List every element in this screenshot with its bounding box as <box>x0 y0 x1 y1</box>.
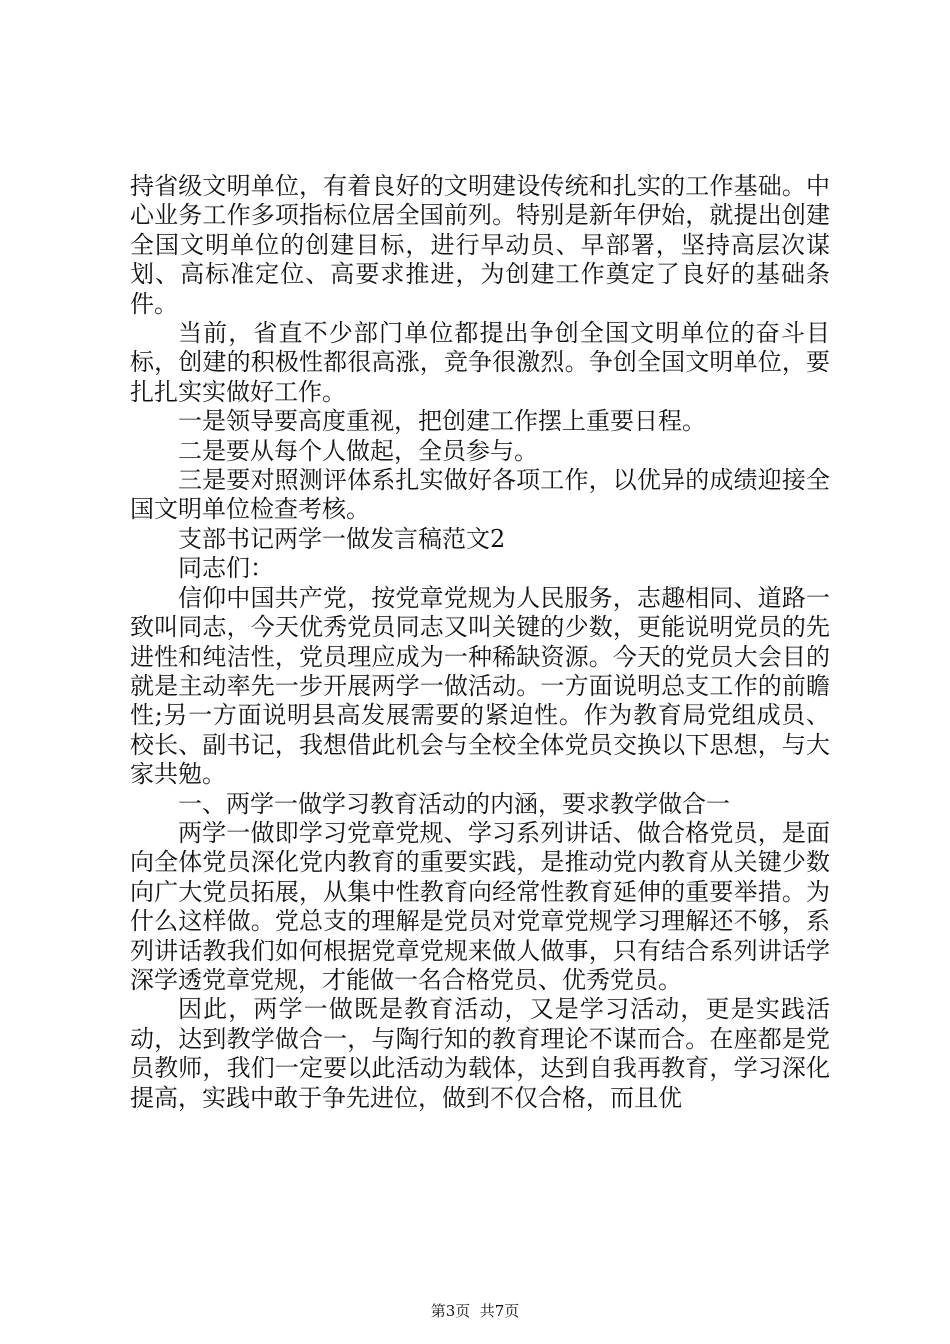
paragraph: 两学一做即学习党章党规、学习系列讲话、做合格党员，是面向全体党员深化党内教育的重要实践，是推动党内教育从关键少数向广大党员拓展，从集中性教育向经常性教育延伸的重要举措。为什么这样做。党总支的理解是党员对党章党规学习理解还不够，系列讲话教我们如何根据党章党规来做人做事，只有结合系列讲话学深学透党章党规，才能做一名合格党员、优秀党员。 <box>130 818 830 994</box>
section-heading: 一、两学一做学习教育活动的内涵，要求教学做合一 <box>178 789 730 818</box>
paragraph: 当前，省直不少部门单位都提出争创全国文明单位的奋斗目标，创建的积极性都很高涨，竞争很激烈。争创全国文明单位，要扎扎实实做好工作。 <box>130 319 830 406</box>
paragraph: 信仰中国共产党，按党章党规为人民服务，志趣相同、道路一致叫同志，今天优秀党员同志又叫关键的少数，更能说明党员的先进性和纯洁性，党员理应成为一种稀缺资源。今天的党员大会目的就是主动率先一步开展两学一做活动。一方面说明总支工作的前瞻性;另一方面说明县高发展需要的紧迫性。作为教育局党组成员、校长、副书记，我想借此机会与全校全体党员交换以下思想，与大家共勉。 <box>130 583 830 789</box>
paragraph: 一是领导要高度重视，把创建工作摆上重要日程。 <box>178 407 706 436</box>
page-footer <box>0 1300 950 1321</box>
section-title: 支部书记两学一做发言稿范文2 <box>178 524 506 553</box>
paragraph: 二是要从每个人做起，全员参与。 <box>178 436 538 465</box>
paragraph: 因此，两学一做既是教育活动，又是学习活动，更是实践活动，达到教学做合一，与陶行知的教育理论不谋而合。在座都是党员教师，我们一定要以此活动为载体，达到自我再教育，学习深化提高，实践中敢于争先进位，做到不仅合格，而且优 <box>130 995 830 1112</box>
salutation: 同志们： <box>178 554 274 583</box>
paragraph: 持省级文明单位，有着良好的文明建设传统和扎实的工作基础。中心业务工作多项指标位居全国前列。特别是新年伊始，就提出创建全国文明单位的创建目标，进行早动员、早部署，坚持高层次谋划、高标准定位、高要求推进，为创建工作奠定了良好的基础条件。 <box>130 172 830 318</box>
page-number: 第3页 共7页 <box>430 1302 520 1320</box>
document-body <box>130 172 830 1113</box>
paragraph: 三是要对照测评体系扎实做好各项工作，以优异的成绩迎接全国文明单位检查考核。 <box>130 466 830 524</box>
